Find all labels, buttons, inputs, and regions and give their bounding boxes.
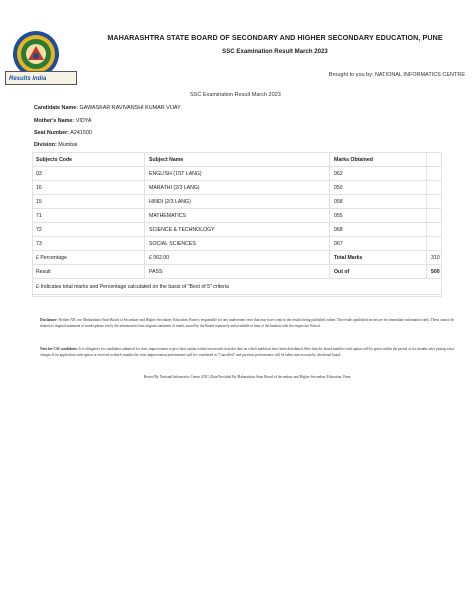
subject-code-cell: 71 <box>32 209 145 223</box>
header-marks-obtained: Marks Obtained <box>330 153 427 167</box>
exam-title: SSC Examination Result March 2023 <box>222 48 328 55</box>
division-label: Division: <box>34 142 57 148</box>
division-row <box>34 142 77 148</box>
criteria-note-row <box>32 279 442 295</box>
extra-cell <box>427 223 443 237</box>
table-row <box>32 181 442 195</box>
header-subject-name: Subject Name <box>145 153 330 167</box>
candidate-name-label: Candidate Name: <box>34 105 79 111</box>
table-row <box>32 209 442 223</box>
total-marks-label: Total Marks <box>330 251 427 265</box>
criteria-note: £-Indicates total marks and Percentage calculated on the basis of "Best of 5" criteria <box>32 279 442 295</box>
result-heading: SSC Examination Result March 2023 <box>190 92 281 98</box>
table-row <box>32 195 442 209</box>
out-of-value: 500 <box>427 265 443 279</box>
brought-by: Brought to you by: NATIONAL INFORMATICS CENTRE <box>328 72 465 78</box>
subject-name-cell: MARATHI (2/3 LANG) <box>145 181 330 195</box>
table-row <box>32 223 442 237</box>
result-label: Result <box>32 265 145 279</box>
header-subject-code: Subjects Code <box>32 153 145 167</box>
candidate-name-row <box>34 105 181 111</box>
marks-cell: 055 <box>330 209 427 223</box>
disclaimer-label: Disclaimer: <box>40 318 58 322</box>
table-header-row <box>32 153 442 167</box>
extra-cell <box>427 181 443 195</box>
marks-cell: 068 <box>330 223 427 237</box>
seat-number-value: A241500 <box>70 130 92 136</box>
out-of-label: Out of <box>330 265 427 279</box>
subject-name-cell: HINDI (2/3 LANG) <box>145 195 330 209</box>
board-title: MAHARASHTRA STATE BOARD OF SECONDARY AND HIGHER SECONDARY EDUCATION, PUNE <box>107 33 443 42</box>
marks-cell: 050 <box>330 181 427 195</box>
percentage-value: £ 062.00 <box>145 251 330 265</box>
subject-code-cell: 15 <box>32 195 145 209</box>
extra-cell <box>427 167 443 181</box>
results-india-logo <box>5 71 77 85</box>
subject-name-cell: SCIENCE & TECHNOLOGY <box>145 223 330 237</box>
extra-cell <box>427 209 443 223</box>
subject-name-cell: SOCIAL SCIENCES <box>145 237 330 251</box>
seat-number-label: Seat Number: <box>34 130 70 136</box>
subject-code-cell: 16 <box>32 181 145 195</box>
subject-code-cell: 03 <box>32 167 145 181</box>
table-row <box>32 237 442 251</box>
mother-name-row <box>34 118 92 124</box>
disclaimer-text: Neither NIC nor Maharashtra State Board of Secondary and Higher Secondary Education, Pune is responsible for any inadvertent error that may have crept in the results being published online. The results published on net are for immediate information only. These cannot be treated as original statement of marks,please verify the information from original statement of marks issued by the Board separately and available at time of declaration with the respective School. <box>40 318 454 328</box>
percentage-label: £ Percentage <box>32 251 145 265</box>
marks-cell: 058 <box>330 195 427 209</box>
subject-name-cell: MATHEMATICS <box>145 209 330 223</box>
candidate-name-value: GAWASKAR RAVIVANSHI KUMAR VIJAY <box>79 105 181 111</box>
total-marks-value: 310 <box>427 251 443 265</box>
csi-note-text: It is obligatory for candidates admitted for class improvement to give their option within one month from the date on which marklists have been distributed.After that the board marklist with option will be given within the period of six months after paying extra charges.If no application with option is received within 6 months the class improvement performance will be considered as "Cancelled" and previous performance will be taken into account by divisional board. <box>40 347 454 357</box>
extra-cell <box>427 237 443 251</box>
hosted-by: Hosted By National Informatics Centre (NIC) Data Provided By Maharashtra State Board of Secondary and Higher Secondary Education, Pune <box>143 375 351 379</box>
result-value: PASS <box>145 265 330 279</box>
division-value: Mumbai <box>58 142 78 148</box>
csi-note <box>40 347 454 359</box>
disclaimer <box>40 318 454 330</box>
mother-name-label: Mother's Name: <box>34 118 75 124</box>
marks-cell: 062 <box>330 167 427 181</box>
percentage-row <box>32 251 442 265</box>
marks-table <box>32 152 442 295</box>
extra-cell <box>427 195 443 209</box>
seat-number-row <box>34 130 92 136</box>
table-row <box>32 167 442 181</box>
subject-name-cell: ENGLISH (1ST LANG) <box>145 167 330 181</box>
subject-code-cell: 73 <box>32 237 145 251</box>
header-extra <box>427 153 443 167</box>
results-logo-text: Results India <box>9 76 47 82</box>
mother-name-value: VIDYA <box>75 118 92 124</box>
marks-cell: 067 <box>330 237 427 251</box>
result-row <box>32 265 442 279</box>
csi-note-label: Note for CSI candidates: <box>40 347 79 351</box>
subject-code-cell: 72 <box>32 223 145 237</box>
